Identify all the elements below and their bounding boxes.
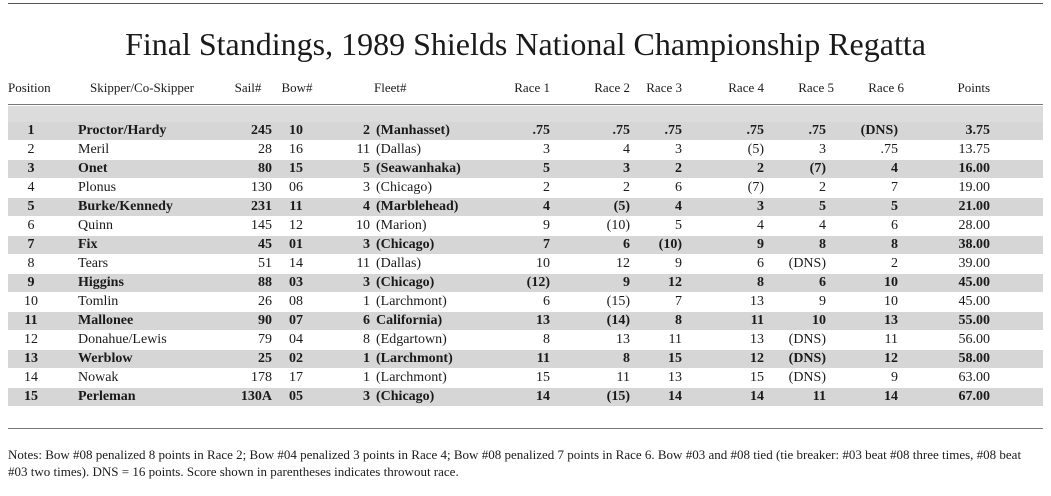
cell-race1: 3 xyxy=(543,142,550,157)
cell-race5: (DNS) xyxy=(788,351,826,366)
cell-race6: 7 xyxy=(891,180,898,195)
cell-fleet-name: (Marion) xyxy=(376,218,427,233)
cell-race5: (DNS) xyxy=(788,332,826,347)
cell-race1: 5 xyxy=(543,161,550,176)
cell-race5: 9 xyxy=(819,294,826,309)
header-race5: Race 5 xyxy=(798,80,834,95)
cell-position: 2 xyxy=(27,142,35,157)
cell-fleet-no: 2 xyxy=(363,123,370,138)
cell-race3: 8 xyxy=(675,313,682,328)
cell-position: 7 xyxy=(27,237,35,252)
cell-skipper: Meril xyxy=(78,142,110,157)
table-row xyxy=(8,122,1043,140)
cell-race6: 8 xyxy=(891,237,898,252)
cell-race2: 4 xyxy=(623,142,630,157)
cell-points: 45.00 xyxy=(958,294,990,309)
cell-fleet-no: 3 xyxy=(363,237,370,252)
cell-points: 63.00 xyxy=(958,370,990,385)
cell-race3: (10) xyxy=(658,237,682,252)
cell-points: 67.00 xyxy=(958,389,990,404)
cell-race1: 6 xyxy=(543,294,550,309)
cell-race3: 13 xyxy=(668,370,682,385)
cell-position: 4 xyxy=(27,180,35,195)
cell-race4: .75 xyxy=(746,123,764,138)
cell-race2: (14) xyxy=(606,313,630,328)
cell-bow: 05 xyxy=(289,389,303,404)
cell-points: 19.00 xyxy=(958,180,990,195)
table-row xyxy=(8,179,1043,197)
cell-fleet-no: 11 xyxy=(356,142,370,157)
cell-sail: 28 xyxy=(258,142,272,157)
cell-fleet-name: (Chicago) xyxy=(376,389,435,404)
cell-race6: .75 xyxy=(880,142,898,157)
top-rule xyxy=(8,3,1043,4)
cell-race1: 15 xyxy=(536,370,550,385)
cell-skipper: Fix xyxy=(78,237,98,252)
cell-race1: 2 xyxy=(543,180,550,195)
cell-race2: 12 xyxy=(616,256,630,271)
cell-race4: 4 xyxy=(757,218,764,233)
cell-points: 28.00 xyxy=(958,218,990,233)
cell-skipper: Perleman xyxy=(78,389,136,404)
cell-race1: 7 xyxy=(543,237,550,252)
cell-fleet-name: (Chicago) xyxy=(376,237,435,252)
cell-fleet-name: (Seawanhaka) xyxy=(376,161,461,176)
cell-race3: 4 xyxy=(675,199,682,214)
cell-points: 39.00 xyxy=(958,256,990,271)
cell-race2: 13 xyxy=(616,332,630,347)
cell-race3: 5 xyxy=(675,218,682,233)
table-row xyxy=(8,312,1043,330)
cell-race5: 6 xyxy=(819,275,826,290)
cell-race1: 10 xyxy=(536,256,550,271)
cell-bow: 17 xyxy=(289,370,303,385)
cell-race6: 13 xyxy=(884,313,898,328)
table-row xyxy=(8,141,1043,159)
cell-points: 3.75 xyxy=(965,123,990,138)
table-row xyxy=(8,350,1043,368)
table-row xyxy=(8,388,1043,406)
cell-sail: 79 xyxy=(258,332,272,347)
cell-race2: (15) xyxy=(606,294,630,309)
cell-race5: 8 xyxy=(819,237,826,252)
cell-bow: 03 xyxy=(289,275,303,290)
header-rule xyxy=(8,104,1043,105)
cell-race6: 9 xyxy=(891,370,898,385)
cell-race5: 4 xyxy=(819,218,826,233)
cell-skipper: Donahue/Lewis xyxy=(78,332,167,347)
cell-fleet-name: (Dallas) xyxy=(376,142,422,157)
notes: Notes: Bow #08 penalized 8 points in Race 2; Bow #04 penalized 3 points in Race 4; Bow #08 penalized 7 points in Race 6. Bow #03 and #08 tied (tie breaker: #03 beat #08 three times, #08 beat #03 two times). DNS = 16 points. Score shown in parentheses indicates throwout race. xyxy=(8,447,1022,479)
cell-race6: 5 xyxy=(891,199,898,214)
cell-position: 9 xyxy=(27,275,35,290)
header-skipper: Skipper/Co-Skipper xyxy=(90,80,194,95)
cell-race1: .75 xyxy=(532,123,550,138)
standings-table xyxy=(8,122,1043,410)
cell-points: 38.00 xyxy=(958,237,990,252)
cell-race4: 6 xyxy=(757,256,764,271)
table-row xyxy=(8,331,1043,349)
cell-fleet-name: (Larchmont) xyxy=(376,294,447,309)
cell-race5: 2 xyxy=(819,180,826,195)
cell-fleet-name: (Chicago) xyxy=(376,275,435,290)
cell-race3: 2 xyxy=(675,161,682,176)
header-race6: Race 6 xyxy=(868,80,904,95)
cell-race4: 15 xyxy=(750,370,764,385)
cell-race3: 12 xyxy=(668,275,682,290)
cell-skipper: Werblow xyxy=(78,351,133,366)
cell-fleet-name: (Dallas) xyxy=(376,256,422,271)
cell-race5: (DNS) xyxy=(788,256,826,271)
cell-fleet-name: (Chicago) xyxy=(376,180,432,195)
cell-race1: (12) xyxy=(526,275,550,290)
cell-fleet-name: (Marblehead) xyxy=(376,199,459,214)
cell-race6: 4 xyxy=(891,161,898,176)
cell-points: 55.00 xyxy=(958,313,990,328)
cell-position: 5 xyxy=(27,199,35,214)
cell-sail: 80 xyxy=(258,161,272,176)
cell-race5: 10 xyxy=(812,313,826,328)
cell-race1: 11 xyxy=(536,351,550,366)
cell-sail: 178 xyxy=(251,370,272,385)
cell-race5: (DNS) xyxy=(788,370,826,385)
cell-race5: 3 xyxy=(819,142,826,157)
cell-bow: 01 xyxy=(289,237,303,252)
cell-position: 12 xyxy=(24,332,38,347)
cell-race6: (DNS) xyxy=(860,123,898,138)
cell-race5: .75 xyxy=(808,123,826,138)
cell-fleet-no: 11 xyxy=(356,256,370,271)
cell-fleet-no: 1 xyxy=(363,351,370,366)
cell-race6: 10 xyxy=(884,275,898,290)
cell-points: 56.00 xyxy=(958,332,990,347)
cell-race5: 11 xyxy=(812,389,826,404)
cell-position: 13 xyxy=(24,351,38,366)
cell-fleet-no: 1 xyxy=(363,294,370,309)
page-title: Final Standings, 1989 Shields National Championship Regatta xyxy=(125,26,926,62)
cell-race4: 3 xyxy=(757,199,764,214)
cell-position: 8 xyxy=(27,256,35,271)
cell-race4: (5) xyxy=(747,142,764,157)
cell-position: 6 xyxy=(27,218,35,233)
header-race2: Race 2 xyxy=(594,80,630,95)
table-header xyxy=(8,80,1043,98)
cell-race3: 7 xyxy=(675,294,682,309)
header-race3: Race 3 xyxy=(646,80,682,95)
cell-position: 10 xyxy=(24,294,38,309)
cell-position: 15 xyxy=(24,389,38,404)
header-sail: Sail# xyxy=(234,80,262,95)
cell-fleet-no: 4 xyxy=(363,199,370,214)
cell-fleet-no: 3 xyxy=(363,180,370,195)
cell-skipper: Mallonee xyxy=(78,313,134,328)
cell-race3: 14 xyxy=(668,389,682,404)
cell-race4: 12 xyxy=(750,351,764,366)
cell-race4: (7) xyxy=(747,180,764,195)
cell-sail: 245 xyxy=(251,123,272,138)
cell-race5: (7) xyxy=(809,161,826,176)
cell-fleet-name: (Manhasset) xyxy=(376,123,450,138)
header-fleet: Fleet# xyxy=(374,80,407,95)
cell-race1: 9 xyxy=(543,218,550,233)
cell-race2: 6 xyxy=(623,237,630,252)
cell-race2: (10) xyxy=(606,218,630,233)
cell-race3: 3 xyxy=(675,142,682,157)
table-row xyxy=(8,369,1043,387)
cell-fleet-no: 5 xyxy=(363,161,370,176)
cell-race6: 11 xyxy=(884,332,898,347)
cell-bow: 12 xyxy=(289,218,303,233)
cell-race6: 12 xyxy=(884,351,898,366)
header-bow: Bow# xyxy=(281,80,313,95)
cell-points: 58.00 xyxy=(958,351,990,366)
header-points: Points xyxy=(957,80,990,95)
cell-race2: 2 xyxy=(623,180,630,195)
cell-race3: .75 xyxy=(664,123,682,138)
cell-race2: 8 xyxy=(623,351,630,366)
cell-race3: 11 xyxy=(668,332,682,347)
cell-race4: 14 xyxy=(750,389,764,404)
table-row xyxy=(8,217,1043,235)
cell-fleet-name: (Edgartown) xyxy=(376,332,447,347)
cell-sail: 231 xyxy=(251,199,272,214)
cell-race6: 2 xyxy=(891,256,898,271)
table-row xyxy=(8,274,1043,292)
cell-bow: 04 xyxy=(289,332,303,347)
cell-sail: 25 xyxy=(258,351,272,366)
cell-bow: 08 xyxy=(289,294,303,309)
cell-bow: 07 xyxy=(289,313,303,328)
cell-fleet-no: 8 xyxy=(363,332,370,347)
cell-position: 14 xyxy=(24,370,38,385)
cell-race3: 6 xyxy=(675,180,682,195)
cell-skipper: Higgins xyxy=(78,275,124,290)
cell-race2: (5) xyxy=(613,199,630,214)
cell-skipper: Nowak xyxy=(78,370,119,385)
cell-points: 21.00 xyxy=(958,199,990,214)
cell-race6: 14 xyxy=(884,389,898,404)
cell-sail: 90 xyxy=(258,313,272,328)
cell-skipper: Burke/Kennedy xyxy=(78,199,173,214)
cell-bow: 02 xyxy=(289,351,303,366)
cell-bow: 14 xyxy=(289,256,303,271)
cell-bow: 16 xyxy=(289,142,303,157)
cell-race5: 5 xyxy=(819,199,826,214)
cell-skipper: Quinn xyxy=(78,218,113,233)
table-row xyxy=(8,236,1043,254)
cell-points: 45.00 xyxy=(958,275,990,290)
cell-race4: 13 xyxy=(750,294,764,309)
cell-race4: 2 xyxy=(757,161,764,176)
cell-sail: 130A xyxy=(240,389,272,404)
cell-skipper: Onet xyxy=(78,161,108,176)
cell-bow: 15 xyxy=(289,161,303,176)
cell-fleet-name: California) xyxy=(376,313,443,328)
cell-race2: 9 xyxy=(623,275,630,290)
cell-fleet-no: 10 xyxy=(356,218,370,233)
cell-sail: 51 xyxy=(258,256,272,271)
cell-race1: 4 xyxy=(543,199,550,214)
header-position: Position xyxy=(8,80,51,95)
cell-fleet-no: 3 xyxy=(363,275,370,290)
cell-race4: 9 xyxy=(757,237,764,252)
cell-race3: 9 xyxy=(675,256,682,271)
cell-position: 11 xyxy=(24,313,38,328)
cell-race4: 13 xyxy=(750,332,764,347)
cell-skipper: Tears xyxy=(78,256,109,271)
table-row xyxy=(8,160,1043,178)
cell-race1: 14 xyxy=(536,389,550,404)
header-race4: Race 4 xyxy=(728,80,764,95)
cell-race3: 15 xyxy=(668,351,682,366)
cell-race6: 6 xyxy=(891,218,898,233)
table-row xyxy=(8,293,1043,311)
cell-race1: 8 xyxy=(543,332,550,347)
cell-sail: 26 xyxy=(258,294,272,309)
cell-race1: 13 xyxy=(536,313,550,328)
cell-sail: 145 xyxy=(251,218,272,233)
cell-skipper: Proctor/Hardy xyxy=(78,123,167,138)
cell-bow: 06 xyxy=(289,180,303,195)
cell-fleet-no: 3 xyxy=(363,389,370,404)
cell-race6: 10 xyxy=(884,294,898,309)
cell-race4: 11 xyxy=(750,313,764,328)
cell-skipper: Plonus xyxy=(78,180,117,195)
header-race1: Race 1 xyxy=(514,80,550,95)
cell-race2: .75 xyxy=(612,123,630,138)
cell-sail: 88 xyxy=(258,275,272,290)
cell-position: 1 xyxy=(27,123,35,138)
bottom-rule xyxy=(8,428,1043,429)
cell-race4: 8 xyxy=(757,275,764,290)
cell-bow: 10 xyxy=(289,123,303,138)
cell-points: 13.75 xyxy=(958,142,990,157)
cell-race2: (15) xyxy=(606,389,630,404)
cell-race2: 3 xyxy=(623,161,630,176)
cell-fleet-name: (Larchmont) xyxy=(376,370,447,385)
cell-sail: 45 xyxy=(258,237,272,252)
cell-fleet-no: 1 xyxy=(363,370,370,385)
cell-points: 16.00 xyxy=(958,161,990,176)
cell-fleet-no: 6 xyxy=(363,313,370,328)
cell-position: 3 xyxy=(27,161,35,176)
cell-fleet-name: (Larchmont) xyxy=(376,351,453,366)
cell-skipper: Tomlin xyxy=(78,294,119,309)
cell-race2: 11 xyxy=(616,370,630,385)
cell-bow: 11 xyxy=(289,199,303,214)
cell-sail: 130 xyxy=(251,180,272,195)
table-row xyxy=(8,255,1043,273)
table-row xyxy=(8,198,1043,216)
